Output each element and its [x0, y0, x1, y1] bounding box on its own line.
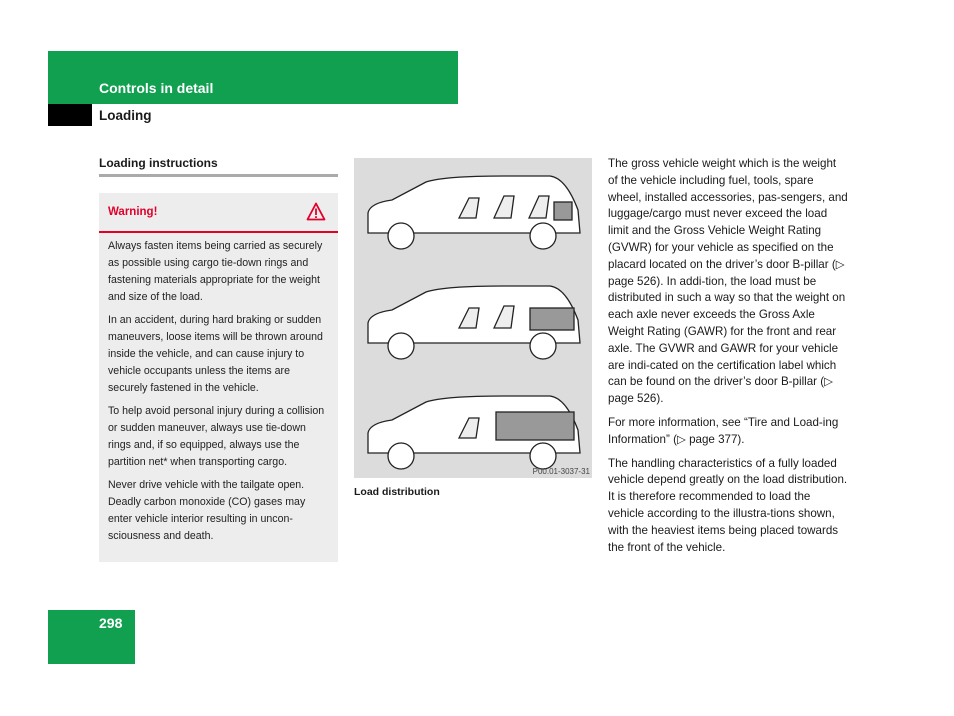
warning-paragraph: Always fasten items being carried as securely as possible using cargo tie-down rings and fastening materials appropriate for the weight and size of the load. [108, 240, 323, 303]
warning-header [99, 193, 338, 233]
vehicle-illustration-3 [368, 396, 580, 469]
subsection-marker [48, 104, 92, 126]
right-column [608, 156, 848, 563]
vehicle-illustration-1 [368, 176, 580, 249]
figure-code: P00.01-3037-31 [532, 467, 590, 476]
warning-paragraph: To help avoid personal injury during a collision or sudden maneuver, always use tie-down rings and, if so equipped, always use the partition net* when transporting cargo. [108, 405, 325, 468]
warning-paragraph: In an accident, during hard braking or sudden maneuvers, loose items will be thrown around inside the vehicle, and can cause injury to vehicle occupants unless the items are securely fastened in the vehicle. [108, 314, 323, 394]
vehicle-illustrations [354, 158, 592, 478]
warning-label: Warning! [108, 206, 158, 218]
loading-instructions-heading: Loading instructions [99, 156, 218, 170]
warning-body [99, 233, 338, 545]
figure-caption: Load distribution [354, 486, 440, 498]
section-title: Controls in detail [99, 80, 214, 96]
warning-box [99, 193, 338, 562]
body-paragraph: The gross vehicle weight which is the weight of the vehicle including fuel, tools, spare wheel, installed accessories, pas-sengers, and luggage/cargo must never exceed the load limit and the Gross Vehicle Weight Rating (GVWR) for your vehicle as specified on the placard located on the driver’s door B-pillar (▷ page 526). In addi-tion, the load must be distributed in such a way so that the weight on each axle never exceeds the Gross Axle Weight Rating (GAWR) for the front and rear axle. The GVWR and GAWR for your vehicle are indi-cated on the certification label which can be found on the driver’s door B-pillar (▷ page 526). [608, 157, 848, 406]
page-number: 298 [99, 615, 123, 631]
body-paragraph: The handling characteristics of a fully loaded vehicle depend greatly on the load distribution. It is therefore recommended to load the vehicle according to the illustra-tions shown, with the heaviest items being placed towards the front of the vehicle. [608, 456, 848, 554]
warning-triangle-icon [306, 202, 326, 226]
warning-paragraph: Never drive vehicle with the tailgate open. Deadly carbon monoxide (CO) gases may enter vehicle interior resulting in uncon-sciousness and death. [108, 479, 306, 542]
header-bar [48, 51, 458, 104]
subsection-title: Loading [99, 108, 152, 123]
load-distribution-figure [354, 158, 592, 478]
body-paragraph: For more information, see “Tire and Load-ing Information” (▷ page 377). [608, 415, 839, 446]
heading-rule [99, 174, 338, 177]
vehicle-illustration-2 [368, 286, 580, 359]
